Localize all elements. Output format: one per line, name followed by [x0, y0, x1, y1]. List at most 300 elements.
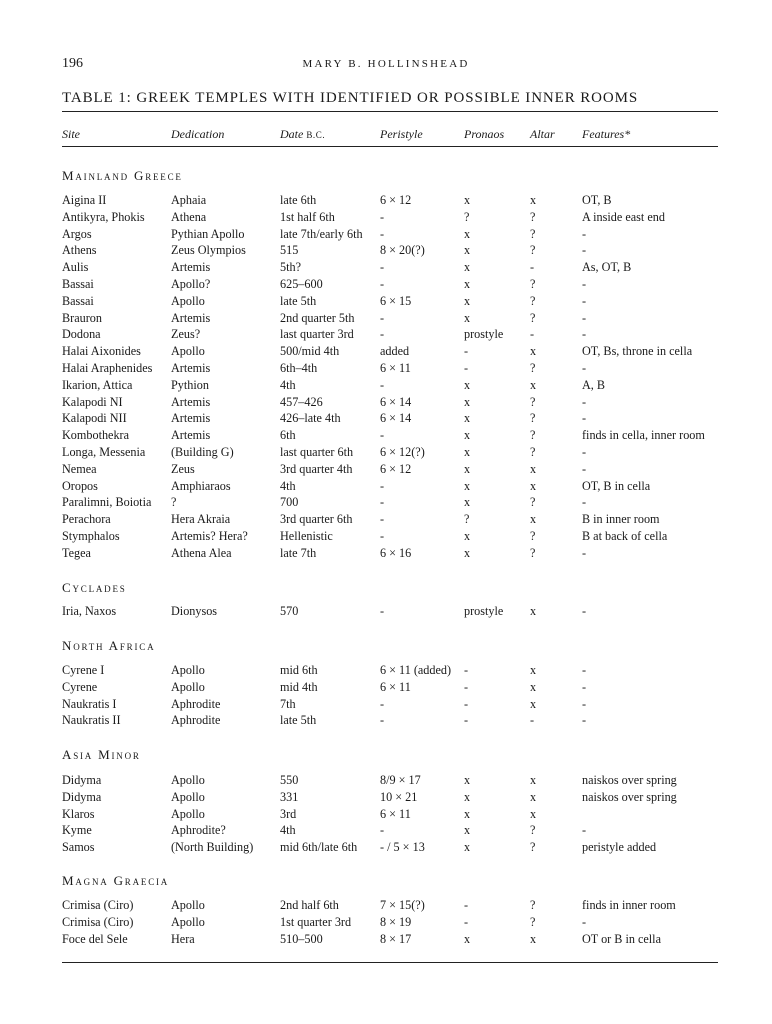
- cell-site: Naukratis I: [62, 696, 117, 711]
- cell-dedication: Artemis: [171, 260, 211, 275]
- cell-pronaos: x: [464, 428, 471, 443]
- cell-features: -: [582, 679, 587, 694]
- cell-altar: ?: [530, 226, 536, 241]
- cell-altar: ?: [530, 445, 536, 459]
- cell-date: late 6th: [280, 193, 317, 207]
- cell-date: late 7th: [280, 545, 317, 560]
- cell-peristyle: 8 × 20(?): [380, 243, 425, 258]
- bottom-rule: [62, 962, 718, 963]
- cell-features: -: [582, 394, 587, 409]
- cell-pronaos: x: [464, 495, 471, 510]
- header-altar: Altar: [530, 127, 555, 141]
- cell-peristyle: -: [380, 713, 385, 728]
- table-row: [0, 210, 772, 227]
- cell-altar: ?: [530, 243, 536, 258]
- cell-dedication: Apollo: [171, 679, 205, 694]
- cell-site: Dodona: [62, 327, 101, 342]
- cell-peristyle: 6 × 14: [380, 411, 412, 426]
- section-heading: North Africa: [62, 638, 156, 653]
- cell-peristyle: -: [380, 260, 385, 275]
- cell-features: B in inner room: [582, 512, 660, 527]
- table-row: [0, 512, 772, 529]
- cell-altar: ?: [530, 209, 536, 224]
- cell-features: peristyle added: [582, 840, 657, 855]
- cell-altar: ?: [530, 428, 536, 443]
- cell-site: Stymphalos: [62, 529, 120, 543]
- cell-pronaos: x: [464, 411, 471, 426]
- cell-date: Hellenistic: [280, 529, 333, 543]
- table-row: [0, 773, 772, 790]
- cell-peristyle: 10 × 21: [380, 789, 418, 804]
- cell-altar: ?: [530, 394, 536, 409]
- header-date-label: Date: [280, 127, 304, 141]
- cell-dedication: Hera Akraia: [171, 512, 231, 527]
- cell-pronaos: x: [464, 545, 471, 560]
- cell-peristyle: 8 × 19: [380, 914, 412, 929]
- cell-pronaos: x: [464, 310, 471, 325]
- cell-site: Kyme: [62, 823, 92, 838]
- cell-dedication: Apollo: [171, 914, 205, 929]
- page-number: 196: [62, 56, 83, 71]
- cell-altar: -: [530, 260, 535, 275]
- cell-altar: x: [530, 679, 537, 694]
- header-pronaos: Pronaos: [464, 127, 505, 141]
- cell-dedication: Dionysos: [171, 604, 218, 618]
- table-row: [0, 327, 772, 344]
- cell-pronaos: -: [464, 914, 469, 929]
- cell-peristyle: -: [380, 512, 385, 527]
- cell-pronaos: ?: [464, 512, 470, 527]
- cell-dedication: Aphaia: [171, 193, 207, 207]
- cell-dedication: Athena Alea: [171, 545, 232, 560]
- cell-features: OT or B in cella: [582, 931, 661, 946]
- cell-features: -: [582, 461, 587, 476]
- cell-site: Athens: [62, 243, 97, 258]
- cell-features: -: [582, 914, 587, 929]
- cell-date: 3rd: [280, 806, 297, 821]
- cell-peristyle: -: [380, 495, 385, 510]
- table-row: [0, 932, 772, 949]
- cell-date: 4th: [280, 478, 296, 493]
- cell-site: Naukratis II: [62, 713, 121, 728]
- cell-date: 1st half 6th: [280, 209, 335, 224]
- cell-site: Didyma: [62, 773, 102, 787]
- title-rule: [62, 111, 718, 112]
- table-header: [0, 127, 772, 143]
- table-row: [0, 260, 772, 277]
- cell-features: -: [582, 495, 587, 510]
- cell-altar: x: [530, 461, 537, 476]
- cell-dedication: Amphiaraos: [171, 478, 231, 493]
- cell-date: 426–late 4th: [280, 411, 341, 426]
- cell-peristyle: -: [380, 823, 385, 838]
- cell-altar: x: [530, 789, 537, 804]
- cell-pronaos: x: [464, 226, 471, 241]
- cell-dedication: Apollo?: [171, 277, 211, 291]
- cell-site: Kalapodi NII: [62, 411, 127, 426]
- cell-date: 510–500: [280, 931, 323, 946]
- cell-features: finds in cella, inner room: [582, 428, 705, 443]
- cell-altar: x: [530, 696, 537, 711]
- cell-dedication: Zeus: [171, 461, 195, 476]
- cell-dedication: Artemis: [171, 411, 211, 426]
- table-row: [0, 361, 772, 378]
- table-row: [0, 713, 772, 730]
- cell-date: last quarter 3rd: [280, 327, 354, 342]
- cell-altar: ?: [530, 361, 536, 375]
- cell-features: -: [582, 277, 587, 291]
- cell-site: Kombothekra: [62, 428, 130, 443]
- table-row: [0, 344, 772, 361]
- cell-altar: -: [530, 327, 535, 342]
- table-row: [0, 680, 772, 697]
- cell-dedication: Aphrodite?: [171, 823, 226, 838]
- table-row: [0, 840, 772, 857]
- cell-dedication: Pythian Apollo: [171, 226, 245, 241]
- cell-peristyle: -: [380, 696, 385, 711]
- cell-dedication: Pythion: [171, 377, 209, 392]
- cell-date: 5th?: [280, 260, 301, 275]
- cell-dedication: Artemis: [171, 428, 211, 443]
- section-heading: Mainland Greece: [62, 168, 183, 183]
- cell-peristyle: -: [380, 604, 385, 618]
- cell-date: late 7th/early 6th: [280, 226, 363, 241]
- cell-dedication: Zeus?: [171, 327, 201, 342]
- cell-pronaos: x: [464, 243, 471, 258]
- cell-dedication: Apollo: [171, 806, 205, 821]
- cell-date: 515: [280, 243, 299, 258]
- cell-site: Foce del Sele: [62, 931, 128, 946]
- cell-peristyle: 6 × 11 (added): [380, 663, 452, 677]
- cell-date: late 5th: [280, 713, 317, 728]
- cell-peristyle: -: [380, 310, 385, 325]
- cell-altar: -: [530, 713, 535, 728]
- cell-features: A, B: [582, 377, 606, 392]
- running-head: MARY B. HOLLINSHEAD: [302, 58, 470, 70]
- cell-date: mid 6th/late 6th: [280, 840, 358, 855]
- cell-pronaos: x: [464, 773, 471, 787]
- cell-date: 2nd half 6th: [280, 898, 339, 912]
- cell-site: Longa, Messenia: [62, 445, 146, 459]
- cell-peristyle: 6 × 12: [380, 193, 412, 207]
- cell-pronaos: -: [464, 663, 469, 677]
- cell-peristyle: -: [380, 226, 385, 241]
- cell-features: naiskos over spring: [582, 789, 677, 804]
- cell-pronaos: x: [464, 277, 471, 291]
- cell-altar: x: [530, 604, 537, 618]
- cell-site: Argos: [62, 226, 92, 241]
- cell-peristyle: - / 5 × 13: [380, 840, 425, 855]
- cell-site: Crimisa (Ciro): [62, 898, 134, 912]
- cell-altar: ?: [530, 495, 536, 510]
- cell-pronaos: -: [464, 713, 469, 728]
- cell-features: -: [582, 445, 587, 459]
- section-heading: Asia Minor: [62, 747, 141, 762]
- cell-site: Aigina II: [62, 193, 107, 207]
- table-row: [0, 411, 772, 428]
- cell-date: mid 4th: [280, 679, 318, 694]
- cell-dedication: Athena: [171, 209, 207, 224]
- section-heading: Cyclades: [62, 580, 127, 595]
- cell-site: Tegea: [62, 545, 91, 560]
- cell-dedication: Artemis? Hera?: [171, 529, 248, 543]
- table-row: [0, 227, 772, 244]
- table-row: [0, 790, 772, 807]
- cell-date: 331: [280, 789, 299, 804]
- cell-site: Crimisa (Ciro): [62, 914, 134, 929]
- cell-peristyle: 6 × 16: [380, 545, 412, 560]
- cell-features: finds in inner room: [582, 898, 676, 912]
- cell-peristyle: 6 × 15: [380, 293, 412, 308]
- cell-dedication: Apollo: [171, 344, 205, 359]
- cell-peristyle: 8/9 × 17: [380, 773, 421, 787]
- cell-features: naiskos over spring: [582, 773, 677, 787]
- header-date: [280, 127, 325, 142]
- cell-site: Bassai: [62, 293, 94, 308]
- cell-features: -: [582, 696, 587, 711]
- cell-pronaos: x: [464, 478, 471, 493]
- cell-site: Aulis: [62, 260, 89, 275]
- cell-pronaos: -: [464, 361, 469, 375]
- cell-features: B at back of cella: [582, 529, 668, 543]
- table-row: [0, 193, 772, 210]
- cell-altar: x: [530, 806, 537, 821]
- section-heading: Magna Graecia: [62, 873, 170, 888]
- cell-peristyle: 6 × 11: [380, 679, 411, 694]
- cell-date: 4th: [280, 823, 296, 838]
- cell-features: OT, B in cella: [582, 478, 651, 493]
- cell-pronaos: x: [464, 789, 471, 804]
- cell-pronaos: x: [464, 377, 471, 392]
- cell-peristyle: 6 × 12: [380, 461, 412, 476]
- cell-pronaos: -: [464, 696, 469, 711]
- cell-dedication: Apollo: [171, 663, 205, 677]
- cell-peristyle: 7 × 15(?): [380, 898, 425, 912]
- cell-date: last quarter 6th: [280, 445, 354, 459]
- cell-features: -: [582, 604, 587, 618]
- cell-dedication: Artemis: [171, 310, 211, 325]
- cell-dedication: Zeus Olympios: [171, 243, 246, 258]
- cell-date: 4th: [280, 377, 296, 392]
- table-row: [0, 807, 772, 824]
- table-row: [0, 311, 772, 328]
- cell-pronaos: x: [464, 529, 471, 543]
- cell-altar: ?: [530, 914, 536, 929]
- cell-altar: x: [530, 344, 537, 359]
- header-peristyle: Peristyle: [380, 127, 423, 141]
- cell-features: OT, Bs, throne in cella: [582, 344, 693, 359]
- cell-features: -: [582, 226, 587, 241]
- cell-altar: ?: [530, 840, 536, 855]
- cell-peristyle: 6 × 11: [380, 806, 411, 821]
- cell-site: Didyma: [62, 789, 102, 804]
- cell-features: -: [582, 361, 587, 375]
- table-row: [0, 243, 772, 260]
- cell-site: Cyrene I: [62, 663, 105, 677]
- cell-altar: x: [530, 478, 537, 493]
- cell-altar: ?: [530, 898, 536, 912]
- cell-altar: ?: [530, 823, 536, 838]
- cell-dedication: Apollo: [171, 789, 205, 804]
- cell-site: Halai Araphenides: [62, 361, 153, 375]
- header-site: Site: [62, 127, 80, 141]
- table-row: [0, 823, 772, 840]
- header-rule: [62, 146, 718, 147]
- cell-pronaos: prostyle: [464, 604, 504, 618]
- table-row: [0, 915, 772, 932]
- cell-pronaos: prostyle: [464, 327, 504, 342]
- cell-peristyle: -: [380, 478, 385, 493]
- cell-site: Halai Aixonides: [62, 344, 141, 359]
- cell-site: Brauron: [62, 310, 102, 325]
- cell-date: 457–426: [280, 394, 323, 409]
- table-row: [0, 604, 772, 621]
- cell-peristyle: -: [380, 377, 385, 392]
- cell-site: Klaros: [62, 806, 95, 821]
- cell-pronaos: x: [464, 823, 471, 838]
- cell-dedication: ?: [171, 495, 177, 510]
- cell-altar: x: [530, 663, 537, 677]
- cell-peristyle: 8 × 17: [380, 931, 412, 946]
- cell-dedication: Aphrodite: [171, 696, 221, 711]
- table-row: [0, 428, 772, 445]
- table-title: TABLE 1: GREEK TEMPLES WITH IDENTIFIED OR POSSIBLE INNER ROOMS: [62, 90, 639, 106]
- cell-peristyle: -: [380, 277, 385, 291]
- cell-features: OT, B: [582, 193, 612, 207]
- cell-pronaos: x: [464, 931, 471, 946]
- cell-features: -: [582, 293, 587, 308]
- table-row: [0, 462, 772, 479]
- cell-altar: ?: [530, 411, 536, 426]
- cell-pronaos: -: [464, 679, 469, 694]
- cell-altar: ?: [530, 529, 536, 543]
- table-row: [0, 277, 772, 294]
- table-row: [0, 495, 772, 512]
- cell-features: -: [582, 545, 587, 560]
- cell-site: Iria, Naxos: [62, 604, 117, 618]
- cell-features: -: [582, 713, 587, 728]
- cell-altar: x: [530, 377, 537, 392]
- cell-features: -: [582, 310, 587, 325]
- cell-peristyle: 6 × 11: [380, 361, 411, 375]
- cell-date: 6th: [280, 428, 296, 443]
- cell-date: 2nd quarter 5th: [280, 310, 355, 325]
- cell-features: -: [582, 663, 587, 677]
- cell-altar: ?: [530, 293, 536, 308]
- cell-dedication: Hera: [171, 931, 195, 946]
- cell-date: 6th–4th: [280, 361, 318, 375]
- cell-site: Perachora: [62, 512, 111, 527]
- cell-site: Oropos: [62, 478, 98, 493]
- cell-pronaos: x: [464, 193, 471, 207]
- cell-dedication: Aphrodite: [171, 713, 221, 728]
- table-row: [0, 546, 772, 563]
- cell-peristyle: added: [380, 344, 410, 359]
- table-row: [0, 479, 772, 496]
- cell-pronaos: ?: [464, 209, 470, 224]
- cell-altar: x: [530, 193, 537, 207]
- header-dedication: Dedication: [171, 127, 225, 141]
- cell-altar: x: [530, 931, 537, 946]
- cell-pronaos: x: [464, 806, 471, 821]
- cell-date: 1st quarter 3rd: [280, 914, 352, 929]
- cell-dedication: (Building G): [171, 445, 234, 459]
- table-row: [0, 663, 772, 680]
- cell-date: late 5th: [280, 293, 317, 308]
- table-row: [0, 697, 772, 714]
- cell-peristyle: -: [380, 209, 385, 224]
- cell-date: 570: [280, 604, 299, 618]
- cell-pronaos: -: [464, 898, 469, 912]
- cell-dedication: Artemis: [171, 394, 211, 409]
- cell-pronaos: x: [464, 461, 471, 476]
- table-row: [0, 445, 772, 462]
- cell-site: Nemea: [62, 461, 97, 476]
- cell-altar: x: [530, 773, 537, 787]
- cell-pronaos: x: [464, 840, 471, 855]
- cell-site: Samos: [62, 840, 95, 855]
- cell-dedication: Apollo: [171, 293, 205, 308]
- cell-site: Ikarion, Attica: [62, 377, 133, 392]
- cell-altar: ?: [530, 277, 536, 291]
- cell-date: 550: [280, 773, 299, 787]
- table-row: [0, 294, 772, 311]
- cell-pronaos: x: [464, 445, 471, 459]
- cell-dedication: (North Building): [171, 840, 254, 855]
- cell-pronaos: x: [464, 260, 471, 275]
- cell-date: 500/mid 4th: [280, 344, 340, 359]
- cell-site: Bassai: [62, 277, 94, 291]
- cell-features: -: [582, 327, 587, 342]
- header-features: Features*: [582, 127, 631, 141]
- cell-features: -: [582, 823, 587, 838]
- cell-pronaos: x: [464, 394, 471, 409]
- cell-features: As, OT, B: [582, 260, 632, 275]
- table-row: [0, 395, 772, 412]
- cell-date: 625–600: [280, 277, 323, 291]
- cell-peristyle: -: [380, 529, 385, 543]
- table-row: [0, 378, 772, 395]
- cell-dedication: Apollo: [171, 773, 205, 787]
- header-date-suffix: B.C.: [306, 130, 326, 140]
- cell-peristyle: -: [380, 428, 385, 443]
- cell-site: Kalapodi NI: [62, 394, 123, 409]
- cell-peristyle: 6 × 14: [380, 394, 412, 409]
- cell-dedication: Artemis: [171, 361, 211, 375]
- cell-altar: ?: [530, 310, 536, 325]
- table-row: [0, 529, 772, 546]
- cell-features: A inside east end: [582, 209, 665, 224]
- cell-dedication: Apollo: [171, 898, 205, 912]
- cell-date: 3rd quarter 6th: [280, 512, 353, 527]
- cell-altar: x: [530, 512, 537, 527]
- cell-altar: ?: [530, 545, 536, 560]
- cell-pronaos: -: [464, 344, 469, 359]
- table-row: [0, 898, 772, 915]
- cell-date: mid 6th: [280, 663, 318, 677]
- cell-date: 700: [280, 495, 299, 510]
- cell-features: -: [582, 411, 587, 426]
- cell-site: Paralimni, Boiotia: [62, 495, 152, 510]
- cell-date: 3rd quarter 4th: [280, 461, 353, 476]
- cell-date: 7th: [280, 696, 296, 711]
- cell-site: Antikyra, Phokis: [62, 209, 145, 224]
- cell-features: -: [582, 243, 587, 258]
- cell-site: Cyrene: [62, 679, 98, 694]
- cell-pronaos: x: [464, 293, 471, 308]
- cell-peristyle: -: [380, 327, 385, 342]
- cell-peristyle: 6 × 12(?): [380, 445, 425, 459]
